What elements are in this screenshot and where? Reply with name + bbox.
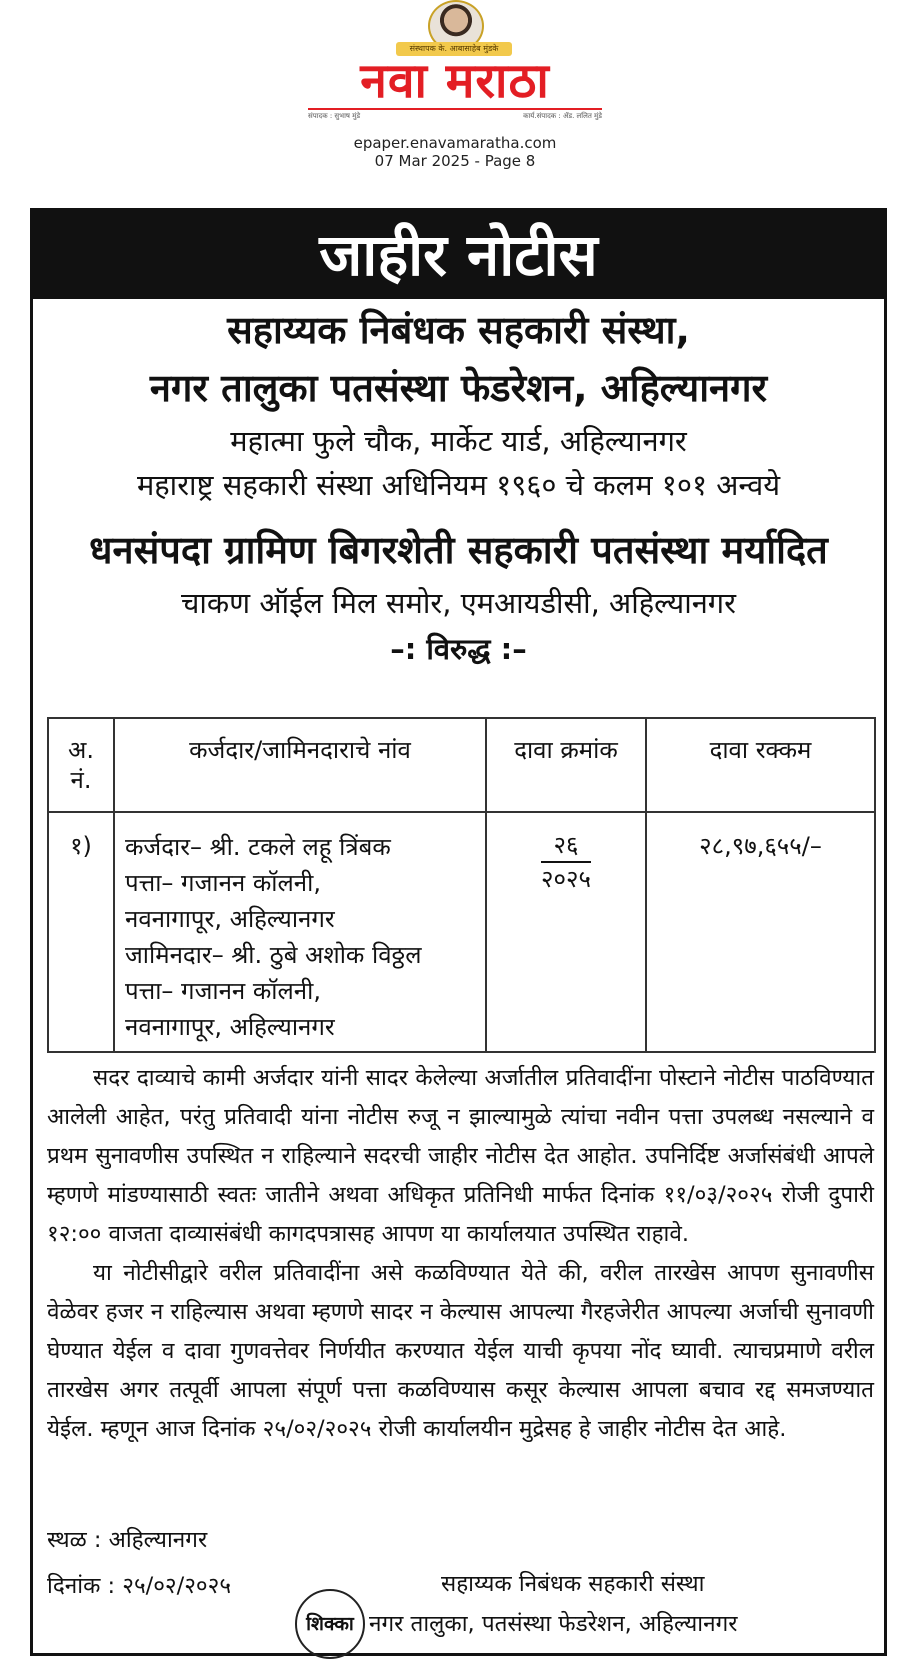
claim-year: २०२५ bbox=[541, 865, 591, 893]
claims-table bbox=[47, 717, 876, 1053]
executive-editor-credit: कार्य.संपादक : ॲड. ललित मुंडे bbox=[523, 112, 602, 120]
authority-title-line1: सहाय्यक निबंधक सहकारी संस्था, bbox=[227, 308, 690, 352]
office-seal-stamp: शिक्का bbox=[295, 1589, 365, 1659]
notice-body bbox=[47, 1059, 874, 1449]
signatory-title: सहाय्यक निबंधक सहकारी संस्था bbox=[441, 1571, 705, 1597]
epaper-date-page: 07 Mar 2025 - Page 8 bbox=[374, 152, 536, 170]
guarantor-address-2: नवनागापूर, अहिल्यानगर bbox=[125, 1013, 335, 1041]
row-claim-amount: २८,९७,६५५/– bbox=[646, 812, 875, 1052]
signatory-office: नगर तालुका, पतसंस्था फेडरेशन, अहिल्यानगर bbox=[369, 1611, 738, 1637]
editor-credit: संपादक : सुभाष मुंडे bbox=[308, 112, 361, 120]
header-claim-number: दावा क्रमांक bbox=[486, 718, 646, 812]
borrower-address-1: पत्ता– गजानन कॉलनी, bbox=[125, 869, 321, 897]
header-claim-amount: दावा रक्कम bbox=[646, 718, 875, 812]
claim-number-fraction bbox=[541, 829, 591, 895]
act-reference: महाराष्ट्र सहकारी संस्था अधिनियम १९६० चे कलम १०१ अन्वये bbox=[136, 468, 781, 502]
notice-paragraph-1: सदर दाव्याचे कामी अर्जदार यांनी सादर केलेल्या अर्जातील प्रतिवादींना पोस्टाने नोटीस पाठविण्यात आलेली आहेत, परंतु प्रतिवादी यांना नोटीस रुजू न झाल्यामुळे त्यांचा नवीन पत्ता उपलब्ध नसल्याने व प्रथम सुनावणीस उपस्थित न राहिल्याने सदरची जाहीर नोटीस देत आहोत. उपनिर्दिष्ट अर्जासंबंधी आपले म्हणणे मांडण्यासाठी स्वतः जातीने अथवा अधिकृत प्रतिनिधी मार्फत दिनांक ११/०३/२०२५ रोजी दुपारी १२:०० वाजता दाव्यासंबंधी कागदपत्रासह आपण या कार्यालयात उपस्थित राहावे. bbox=[47, 1065, 874, 1247]
newspaper-logo: नवा मराठा bbox=[360, 53, 550, 109]
guarantor-address-1: पत्ता– गजानन कॉलनी, bbox=[125, 977, 321, 1005]
versus-label: –: विरुद्ध :– bbox=[390, 632, 527, 666]
authority-title-line2: नगर तालुका पतसंस्था फेडरेशन, अहिल्यानगर bbox=[149, 366, 768, 410]
notice-banner: जाहीर नोटीस bbox=[33, 211, 884, 299]
guarantor-name: जामिनदार– श्री. ठुबे अशोक विठ्ठल bbox=[125, 941, 422, 969]
society-name: धनसंपदा ग्रामिण बिगरशेती सहकारी पतसंस्था मर्यादित bbox=[89, 528, 828, 572]
row-serial: १) bbox=[48, 812, 114, 1052]
row-claim-number bbox=[486, 812, 646, 1052]
header-serial: अ. नं. bbox=[48, 718, 114, 812]
notice-frame bbox=[30, 208, 887, 1656]
notice-paragraph-2: या नोटीसीद्वारे वरील प्रतिवादींना असे कळविण्यात येते की, वरील तारखेस आपण सुनावणीस वेळेवर हजर न राहिल्यास अथवा म्हणणे सादर न केल्यास आपल्या गैरहजेरीत आपल्या अर्जाची सुनावणी घेण्यात येईल व दावा गुणवत्तेवर निर्णयीत करण्यात येईल याची कृपया नोंद घ्यावी. त्याचप्रमाणे वरील तारखेस अगर तत्पूर्वी आपला संपूर्ण पत्ता कळविण्यास कसूर केल्यास आपला बचाव रद्द समजण्यात येईल. म्हणून आज दिनांक २५/०२/२०२५ रोजी कार्यालयीन मुद्रेसह हे जाहीर नोटीस देत आहे. bbox=[47, 1260, 874, 1442]
masthead-credits bbox=[308, 108, 602, 122]
epaper-site[interactable]: epaper.enavamaratha.com bbox=[353, 134, 557, 152]
authority-address: महात्मा फुले चौक, मार्केट यार्ड, अहिल्यानगर bbox=[230, 424, 687, 458]
society-address: चाकण ऑईल मिल समोर, एमआयडीसी, अहिल्यानगर bbox=[180, 586, 736, 620]
row-parties bbox=[114, 812, 486, 1052]
newspaper-masthead bbox=[300, 0, 610, 128]
borrower-address-2: नवनागापूर, अहिल्यानगर bbox=[125, 905, 335, 933]
claim-number: २६ bbox=[541, 829, 591, 863]
table-header-row bbox=[48, 718, 875, 812]
header-names: कर्जदार/जामिनदाराचे नांव bbox=[114, 718, 486, 812]
borrower-name: कर्जदार– श्री. टकले लहू त्रिंबक bbox=[125, 833, 391, 861]
place-label: स्थळ : अहिल्यानगर bbox=[47, 1527, 208, 1553]
masthead-tagline: संस्थापक के. आबासाहेब मुंडके bbox=[396, 42, 512, 56]
date-label: दिनांक : २५/०२/२०२५ bbox=[47, 1573, 232, 1599]
table-row bbox=[48, 812, 875, 1052]
epaper-info bbox=[300, 134, 610, 170]
